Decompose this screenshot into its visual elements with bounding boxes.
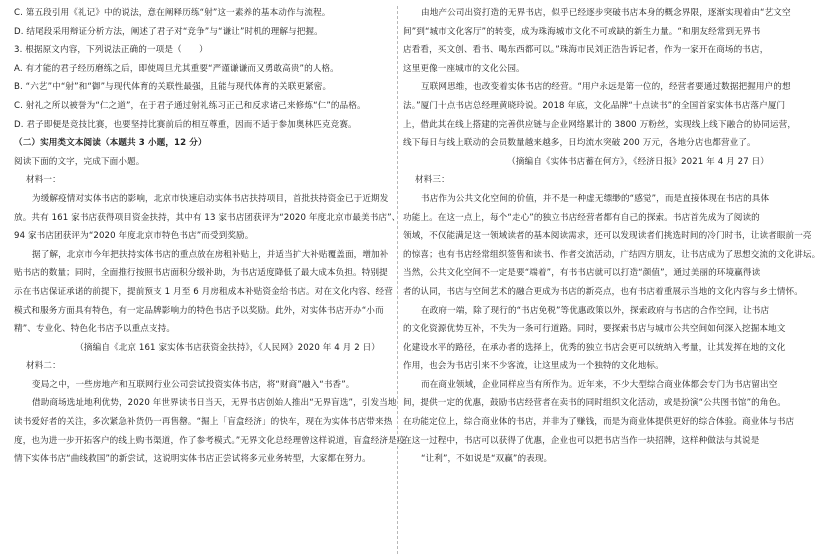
paragraph-line: 变局之中，一些房地产和互联网行业公司尝试投资实体书店，将“财商”融入“书香”。 [32, 379, 355, 390]
paragraph-line: 书店作为公共文化空间的价值，并不是一种虚无缥缈的“感觉”，而是直接体现在书店的具体 [421, 193, 770, 204]
paragraph-line: 由地产公司出资打造的无界书店，似乎已经逐步突破书店本身的概念界限，逐渐实现着由“艺文空 [421, 8, 791, 18]
option-d: D. 君子即便是竞技比赛，也要坚持比赛前后的相互尊重，因而不适于参加奥林匹克竞赛。 [14, 119, 357, 130]
paragraph-line: 化建设水平的路径，在承办者的选择上，优秀的独立书店会更可以统纳入考量，让其发挥在地的文化 [403, 342, 786, 353]
paragraph-line: 的文化资源优势互补，不失为一条可行道路。同时，要探索书店与城市公共空间如何深入挖掘本地文 [403, 324, 786, 335]
question-3: 3. 根据原文内容，下列说法正确的一项是（ ） [14, 45, 208, 56]
option-a: A. 有才能的君子经历磨练之后，即使周旦尤其重要“严谨谦谦而又勇敢高贵”的人格。 [14, 63, 339, 74]
paragraph-line: 互联网思维，也改变着实体书店的经营。“用户永远是第一位的，经营者要通过数据把握用户的想 [421, 82, 791, 93]
paragraph-line: 而在商业领域，企业同样应当有所作为。近年来，不少大型综合商业体都会专门为书店留出空 [421, 379, 778, 390]
paragraph-line: 者的认同，书店与空间艺术的融合更成为书店的新亮点，也有书店着重展示当地的文化内容与乡土情怀。 [403, 286, 803, 297]
paragraph-line: 放。共有 161 家书店获得项目资金扶持，其中有 13 家书店团获评为“2020 年度北京市最美书店”、 [14, 212, 401, 223]
paragraph-line: 据了解，北京市今年把扶持实体书店的重点放在房租补贴上，并适当扩大补贴覆盖面，增加补 [32, 249, 389, 260]
paragraph-line: 在这一过程中，书店可以获得了优惠，企业也可以把书店当作一块招牌，这样种做法与其说是 [403, 435, 760, 446]
option-d: D. 结尾段采用辩证分析方法，阐述了君子对“竞争”与“谦让”时机的理解与把握。 [14, 26, 323, 37]
left-column [14, 4, 406, 469]
section-heading: （二）实用类文本阅读（本题共 3 小题，12 分） [14, 138, 207, 149]
paragraph-line: 模式和服务方面具有特色，有一定品牌影响力的特色书店予以奖励。此外，对实体书店开办“小而 [14, 305, 384, 316]
paragraph-line: 94 家书店团获评为“2020 年度北京市特色书店”而受到奖励。 [14, 231, 254, 242]
paragraph-line: 领域，不仅能满足这一领域读者的基本阅读需求，还可以发现读者们挑选时间的冷门时书，让读者眼前一亮 [403, 231, 812, 242]
instruction: 阅读下面的文字，完成下面小题。 [14, 156, 145, 167]
paragraph-line: 上，借此其在线上搭建的完善供应链与企业网络累计的 3800 万粉丝，实现线上线下融合的协同运营， [403, 119, 797, 130]
paragraph-line: 当然，公共文化空间不一定是要“端着”，有书书店就可以打造“颜值”，通过美丽的环境赢得读 [403, 268, 761, 279]
paragraph-line: 精”、专业化、特色化书店予以重点支持。 [14, 324, 176, 335]
option-c: C. 射礼之所以被誉为“仁之道”，在于君子通过射礼练习正己和反求诸己来修炼“仁”的品格。 [14, 100, 366, 111]
paragraph-line: 在政府一端，除了现行的“书店免税”等优惠政策以外，探索政府与书店的合作空间，让书店 [421, 305, 770, 316]
option-b: B. “六艺”中“射”和“御”与现代体育的关联性最强，且能与现代体育的关联更紧密。 [14, 82, 332, 93]
paragraph-line: 间”到“城市文化客厅”的转变，成为珠海城市文化不可或缺的新生力量。“和朋友经常到无界书 [403, 26, 761, 37]
material-2-label: 材料二： [26, 361, 61, 372]
column-divider [397, 6, 398, 554]
paragraph-line: “让利”，不如说是“双赢”的表现。 [421, 454, 553, 465]
paragraph-line: 在功能定位上，综合商业体的书店，并非为了赚钱，而是为商业体提供更好的综合体验。商业体与书店 [403, 417, 795, 428]
paragraph-line: 为缓解疫情对实体书店的影响，北京市快速启动实体书店扶持项目，首批扶持资金已于近期发 [32, 193, 389, 204]
paragraph-line: 度，也为进一步开拓客户的线上购书渠道，作了参考模式。”无界文化总经理曾这样说道，盲盒经济是疫 [14, 435, 406, 446]
paragraph-line: 的惊喜；也有书店经常组织签售和读书、作者交流活动，广结四方朋友，让书店成为了思想交流的文化讲坛。 [403, 249, 820, 260]
source-citation: （摘编自《北京 161 家实体书店获资金扶持》，《人民网》2020 年 4 月 2 日） [75, 342, 380, 353]
right-column [403, 4, 820, 469]
paragraph-line: 线下每日与线上联动的会员数量越来越多，日均流水突破 200 万元，各地分店也都营业了。 [403, 138, 756, 149]
paragraph-line: 间，提供一定的优惠，鼓励书店经营者在卖书的同时组织文化活动，或是扮演“公共图书馆”的角色。 [403, 398, 786, 409]
paragraph-line: 示在书店保证承诺的前提下，提前预支 1 月至 6 月房租成本补贴资金给书店。对在文化内容、经营 [14, 286, 393, 297]
paragraph-line: 贴书店的数量；同时，全面推行按照书店面积分级补助，为书店适度降低了最大成本负担。特别提 [14, 268, 388, 279]
paragraph-line: 这里更像一座城市的文化公园。 [403, 63, 525, 74]
paragraph-line: 店看看，买文创、看书、喝东西都可以。”珠海市民刘正浩告诉记者，作为一家开在商场的书店， [403, 45, 769, 56]
paragraph-line: 作用，也会为书店引来不少客流，让这里成为一个独特的文化地标。 [403, 361, 664, 372]
paragraph-line: 情下实体书店“曲线救国”的新尝试，这说明实体书店正尝试将多元业务转型，大家都在努力。 [14, 454, 371, 465]
paragraph-line: 读书爱好者的关注，多次紧急补货仍一再售罄。“掘上「盲盒经济」的快车，现在为实体书店带来热 [14, 417, 393, 428]
paragraph-line: 功能上。在这一点上，每个“走心”的独立书店经营者都有自己的探索。书店首先成为了阅读的 [403, 212, 760, 223]
source-citation: （摘编自《实体书店蓄在何方》，《经济日报》2021 年 4 月 27 日） [507, 156, 769, 167]
material-1-label: 材料一： [26, 175, 61, 186]
option-c: C. 第五段引用《礼记》中的说法，意在阐释历练“射”这一素养的基本动作与流程。 [14, 8, 331, 18]
material-3-label: 材料三： [415, 175, 450, 186]
paragraph-line: 借助商场选址地利优势，2020 年世界读书日当天，无界书店创始人推出“无界盲选”，引发当地 [32, 398, 397, 409]
paragraph-line: 法。”厦门十点书店总经理黄晓玲说。2018 年底，文化品牌“十点读书”的全国首家实体书店落户厦门 [403, 100, 786, 111]
